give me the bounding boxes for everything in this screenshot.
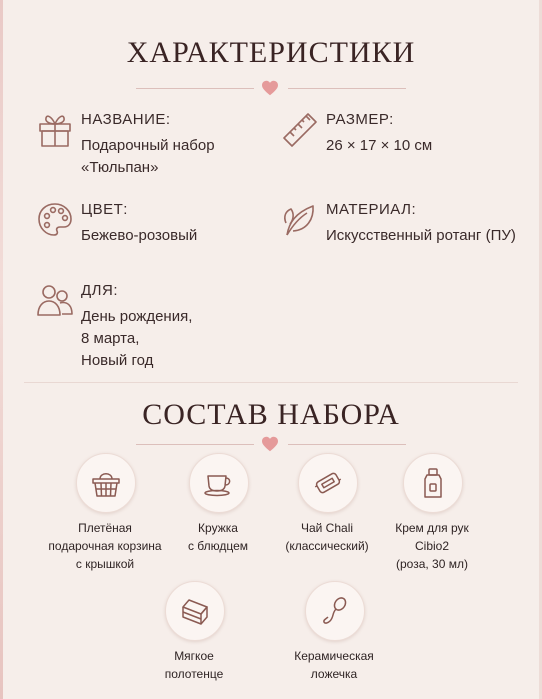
characteristics-title: ХАРАКТЕРИСТИКИ [126,36,416,69]
item-icon-circle [403,453,463,513]
name-value: Подарочный набор «Тюльпан» [81,137,215,176]
item-caption: Чай Chali (классический) [285,521,369,553]
item-caption: Плетёная подарочная корзина с крышкой [48,521,162,571]
item-icon-circle [189,453,249,513]
people-icon [36,282,74,320]
cream-bottle-icon [417,467,449,499]
size-label: РАЗМЕР: [326,111,394,128]
for-value: День рождения, 8 марта, Новый год [81,308,193,369]
basket-icon [90,467,122,499]
item-icon-circle [165,581,225,641]
set-title: СОСТАВ НАБОРА [142,398,400,431]
material-value: Искусственный ротанг (ПУ) [326,227,516,244]
spoon-icon [319,595,351,627]
item-caption: Крем для рук Cibio2 (роза, 30 мл) [395,521,469,571]
heart-icon [261,436,279,452]
ruler-icon [281,111,319,149]
cup-icon [203,467,235,499]
section-separator [24,382,518,383]
for-label: ДЛЯ: [81,282,119,299]
item-caption: Кружка с блюдцем [187,521,249,553]
size-value: 26 × 17 × 10 см [326,137,433,154]
item-icon-circle [298,453,358,513]
towel-icon [179,595,211,627]
material-label: МАТЕРИАЛ: [326,201,417,218]
item-icon-circle [305,581,365,641]
title-divider [0,79,542,97]
color-value: Бежево-розовый [81,227,198,244]
palette-icon [36,201,74,239]
color-label: ЦВЕТ: [81,201,128,218]
leaf-icon [281,201,319,239]
title-divider [0,435,542,453]
item-icon-circle [76,453,136,513]
item-caption: Керамическая ложечка [294,649,374,681]
left-edge-strip [0,0,3,699]
tea-pack-icon [312,467,344,499]
item-caption: Мягкое полотенце [164,649,224,681]
gift-icon [36,111,74,149]
name-label: НАЗВАНИЕ: [81,111,171,128]
heart-icon [261,80,279,96]
